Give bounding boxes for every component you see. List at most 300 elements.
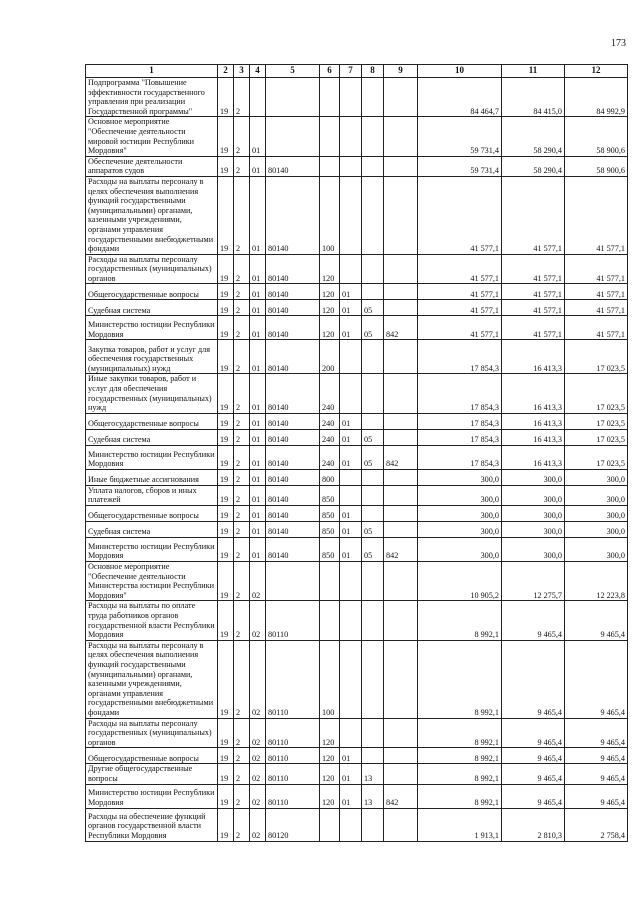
amount-col-10: 41 577,1: [418, 254, 502, 284]
program-code: 19: [218, 485, 234, 505]
activity-code: 01: [250, 485, 266, 505]
column-header-10: 10: [418, 65, 502, 78]
expense-type-code: 120: [320, 284, 340, 300]
row-name: Судебная система: [86, 522, 218, 538]
subsection-code: 05: [362, 316, 384, 340]
column-header-7: 7: [340, 65, 362, 78]
subsection-code: [362, 78, 384, 117]
ministry-code: [384, 284, 418, 300]
row-name: Министерство юстиции Республики Мордовия: [86, 445, 218, 469]
subprogram-code: 2: [234, 562, 250, 601]
amount-col-11: 300,0: [502, 538, 565, 562]
subprogram-code: 2: [234, 300, 250, 316]
subsection-code: 05: [362, 522, 384, 538]
amount-col-10: 300,0: [418, 538, 502, 562]
column-header-9: 9: [384, 65, 418, 78]
subprogram-code: 2: [234, 784, 250, 808]
direction-code: 80140: [266, 300, 320, 316]
amount-col-10: 8 992,1: [418, 601, 502, 640]
subprogram-code: 2: [234, 764, 250, 784]
activity-code: 02: [250, 601, 266, 640]
row-name: Основное мероприятие "Обеспечение деятельности мировой юстиции Республики Мордовия": [86, 117, 218, 156]
activity-code: 01: [250, 176, 266, 254]
subprogram-code: 2: [234, 316, 250, 340]
expense-type-code: [320, 78, 340, 117]
amount-col-10: 17 854,3: [418, 445, 502, 469]
amount-col-12: 9 465,4: [565, 640, 628, 718]
direction-code: 80140: [266, 254, 320, 284]
amount-col-10: 1 913,1: [418, 808, 502, 841]
amount-col-10: 8 992,1: [418, 748, 502, 764]
row-name: Иные бюджетные ассигнования: [86, 469, 218, 485]
row-name: Расходы на выплаты персоналу государственных (муниципальных) органов: [86, 718, 218, 748]
expense-type-code: 120: [320, 316, 340, 340]
ministry-code: [384, 78, 418, 117]
amount-col-11: 9 465,4: [502, 748, 565, 764]
section-code: 01: [340, 429, 362, 445]
subprogram-code: 2: [234, 78, 250, 117]
direction-code: [266, 562, 320, 601]
section-code: 01: [340, 784, 362, 808]
amount-col-10: 300,0: [418, 469, 502, 485]
section-code: [340, 374, 362, 413]
expense-type-code: 120: [320, 764, 340, 784]
row-name: Общегосударственные вопросы: [86, 506, 218, 522]
expense-type-code: 100: [320, 176, 340, 254]
table-row: [86, 78, 628, 117]
subprogram-code: 2: [234, 601, 250, 640]
amount-col-10: 41 577,1: [418, 176, 502, 254]
expense-type-code: 240: [320, 429, 340, 445]
amount-col-12: 9 465,4: [565, 601, 628, 640]
table-row: [86, 640, 628, 718]
expense-type-code: 850: [320, 506, 340, 522]
activity-code: 02: [250, 718, 266, 748]
ministry-code: [384, 748, 418, 764]
amount-col-10: 10 905,2: [418, 562, 502, 601]
amount-col-11: 9 465,4: [502, 640, 565, 718]
expense-type-code: 850: [320, 522, 340, 538]
subsection-code: [362, 156, 384, 176]
row-name: Закупка товаров, работ и услуг для обеспечения государственных (муниципальных) нужд: [86, 340, 218, 374]
row-name: Расходы на обеспечение функций органов государственной власти Республики Мордовия: [86, 808, 218, 841]
amount-col-12: 17 023,5: [565, 374, 628, 413]
amount-col-10: 300,0: [418, 522, 502, 538]
direction-code: 80140: [266, 156, 320, 176]
ministry-code: [384, 808, 418, 841]
table-row: [86, 485, 628, 505]
amount-col-11: 41 577,1: [502, 284, 565, 300]
subprogram-code: 2: [234, 254, 250, 284]
activity-code: 01: [250, 522, 266, 538]
activity-code: [250, 78, 266, 117]
program-code: 19: [218, 469, 234, 485]
expense-type-code: 120: [320, 254, 340, 284]
activity-code: 01: [250, 316, 266, 340]
subprogram-code: 2: [234, 176, 250, 254]
expense-type-code: [320, 562, 340, 601]
subprogram-code: 2: [234, 748, 250, 764]
section-code: [340, 718, 362, 748]
direction-code: 80140: [266, 538, 320, 562]
direction-code: 80140: [266, 374, 320, 413]
subsection-code: [362, 485, 384, 505]
amount-col-12: 12 223,8: [565, 562, 628, 601]
expense-type-code: 240: [320, 413, 340, 429]
subsection-code: [362, 601, 384, 640]
table-row: [86, 601, 628, 640]
section-code: [340, 808, 362, 841]
activity-code: 02: [250, 784, 266, 808]
amount-col-10: 59 731,4: [418, 156, 502, 176]
direction-code: 80110: [266, 784, 320, 808]
amount-col-10: 41 577,1: [418, 316, 502, 340]
direction-code: 80140: [266, 445, 320, 469]
table-row: [86, 764, 628, 784]
subprogram-code: 2: [234, 413, 250, 429]
row-name: Расходы на выплаты персоналу государственных (муниципальных) органов: [86, 254, 218, 284]
row-name: Расходы на выплаты персоналу в целях обеспечения выполнения функций государственными (муниципальными) органами, казенными учреждениями, органами управления государственными внебюджетными фондами: [86, 640, 218, 718]
amount-col-10: 17 854,3: [418, 374, 502, 413]
amount-col-11: 41 577,1: [502, 316, 565, 340]
program-code: 19: [218, 601, 234, 640]
program-code: 19: [218, 538, 234, 562]
expense-type-code: [320, 601, 340, 640]
subsection-code: 05: [362, 429, 384, 445]
subsection-code: [362, 718, 384, 748]
subsection-code: [362, 284, 384, 300]
activity-code: 02: [250, 640, 266, 718]
subprogram-code: 2: [234, 117, 250, 156]
program-code: 19: [218, 413, 234, 429]
direction-code: 80140: [266, 506, 320, 522]
table-row: [86, 156, 628, 176]
row-name: Судебная система: [86, 300, 218, 316]
ministry-code: 842: [384, 445, 418, 469]
ministry-code: [384, 640, 418, 718]
program-code: 19: [218, 748, 234, 764]
table-row: [86, 562, 628, 601]
table-body: [86, 78, 628, 842]
subprogram-code: 2: [234, 538, 250, 562]
column-header-1: 1: [86, 65, 218, 78]
direction-code: [266, 117, 320, 156]
program-code: 19: [218, 764, 234, 784]
program-code: 19: [218, 340, 234, 374]
row-name: Расходы на выплаты персоналу в целях обеспечения выполнения функций государственными (муниципальными) органами, казенными учреждениями, органами управления государственными внебюджетными фондами: [86, 176, 218, 254]
subprogram-code: 2: [234, 340, 250, 374]
subprogram-code: 2: [234, 718, 250, 748]
subsection-code: [362, 808, 384, 841]
amount-col-12: 9 465,4: [565, 784, 628, 808]
expense-type-code: 120: [320, 784, 340, 808]
ministry-code: [384, 374, 418, 413]
subsection-code: 05: [362, 538, 384, 562]
activity-code: 02: [250, 764, 266, 784]
subsection-code: 13: [362, 784, 384, 808]
ministry-code: [384, 469, 418, 485]
table-row: [86, 284, 628, 300]
direction-code: 80110: [266, 718, 320, 748]
expense-type-code: 240: [320, 374, 340, 413]
program-code: 19: [218, 284, 234, 300]
ministry-code: [384, 718, 418, 748]
table-row: [86, 522, 628, 538]
row-name: Общегосударственные вопросы: [86, 413, 218, 429]
amount-col-10: 17 854,3: [418, 429, 502, 445]
amount-col-10: 8 992,1: [418, 640, 502, 718]
section-code: 01: [340, 413, 362, 429]
ministry-code: [384, 300, 418, 316]
amount-col-10: 300,0: [418, 485, 502, 505]
subprogram-code: 2: [234, 284, 250, 300]
amount-col-11: 84 415,0: [502, 78, 565, 117]
table-row: [86, 469, 628, 485]
ministry-code: 842: [384, 316, 418, 340]
program-code: 19: [218, 640, 234, 718]
expense-type-code: 800: [320, 469, 340, 485]
program-code: 19: [218, 522, 234, 538]
program-code: 19: [218, 784, 234, 808]
amount-col-11: 41 577,1: [502, 176, 565, 254]
amount-col-12: 17 023,5: [565, 429, 628, 445]
subprogram-code: 2: [234, 374, 250, 413]
amount-col-11: 300,0: [502, 469, 565, 485]
amount-col-11: 16 413,3: [502, 445, 565, 469]
table-row: [86, 429, 628, 445]
table-row: [86, 808, 628, 841]
amount-col-12: 17 023,5: [565, 413, 628, 429]
table-row: [86, 176, 628, 254]
expense-type-code: 200: [320, 340, 340, 374]
direction-code: 80140: [266, 469, 320, 485]
ministry-code: [384, 522, 418, 538]
amount-col-11: 9 465,4: [502, 764, 565, 784]
amount-col-12: 41 577,1: [565, 316, 628, 340]
expense-type-code: 120: [320, 300, 340, 316]
amount-col-11: 9 465,4: [502, 718, 565, 748]
page-number: 173: [611, 38, 626, 49]
amount-col-12: 41 577,1: [565, 176, 628, 254]
section-code: 01: [340, 284, 362, 300]
ministry-code: 842: [384, 538, 418, 562]
table-row: [86, 784, 628, 808]
program-code: 19: [218, 156, 234, 176]
program-code: 19: [218, 78, 234, 117]
expense-type-code: 120: [320, 748, 340, 764]
amount-col-12: 41 577,1: [565, 254, 628, 284]
expense-type-code: [320, 156, 340, 176]
program-code: 19: [218, 316, 234, 340]
subsection-code: [362, 413, 384, 429]
column-header-6: 6: [320, 65, 340, 78]
expense-type-code: 120: [320, 718, 340, 748]
expense-type-code: 100: [320, 640, 340, 718]
activity-code: 01: [250, 413, 266, 429]
section-code: 01: [340, 522, 362, 538]
section-code: [340, 562, 362, 601]
column-header-2: 2: [218, 65, 234, 78]
subsection-code: [362, 374, 384, 413]
amount-col-12: 41 577,1: [565, 300, 628, 316]
amount-col-11: 300,0: [502, 522, 565, 538]
program-code: 19: [218, 562, 234, 601]
amount-col-12: 300,0: [565, 469, 628, 485]
table-row: [86, 748, 628, 764]
section-code: 01: [340, 764, 362, 784]
table-row: [86, 718, 628, 748]
direction-code: 80140: [266, 522, 320, 538]
subprogram-code: 2: [234, 469, 250, 485]
section-code: [340, 254, 362, 284]
amount-col-10: 17 854,3: [418, 413, 502, 429]
amount-col-11: 58 290,4: [502, 117, 565, 156]
section-code: [340, 469, 362, 485]
row-name: Расходы на выплаты по оплате труда работников органов государственной власти Республики Мордовия: [86, 601, 218, 640]
direction-code: 80140: [266, 413, 320, 429]
ministry-code: [384, 562, 418, 601]
activity-code: 01: [250, 156, 266, 176]
expense-type-code: [320, 117, 340, 156]
amount-col-11: 41 577,1: [502, 254, 565, 284]
column-header-8: 8: [362, 65, 384, 78]
section-code: 01: [340, 445, 362, 469]
row-name: Министерство юстиции Республики Мордовия: [86, 316, 218, 340]
amount-col-10: 300,0: [418, 506, 502, 522]
ministry-code: [384, 601, 418, 640]
amount-col-12: 300,0: [565, 522, 628, 538]
amount-col-12: 84 992,9: [565, 78, 628, 117]
program-code: 19: [218, 506, 234, 522]
activity-code: 01: [250, 254, 266, 284]
program-code: 19: [218, 176, 234, 254]
amount-col-12: 58 900,6: [565, 117, 628, 156]
section-code: [340, 601, 362, 640]
activity-code: 01: [250, 300, 266, 316]
activity-code: 01: [250, 538, 266, 562]
expense-type-code: 850: [320, 485, 340, 505]
ministry-code: [384, 485, 418, 505]
amount-col-10: 8 992,1: [418, 764, 502, 784]
direction-code: 80110: [266, 640, 320, 718]
subsection-code: [362, 254, 384, 284]
subsection-code: [362, 506, 384, 522]
program-code: 19: [218, 808, 234, 841]
amount-col-10: 41 577,1: [418, 300, 502, 316]
ministry-code: [384, 340, 418, 374]
amount-col-12: 2 758,4: [565, 808, 628, 841]
section-code: [340, 640, 362, 718]
table-row: [86, 538, 628, 562]
amount-col-12: 41 577,1: [565, 284, 628, 300]
section-code: [340, 485, 362, 505]
row-name: Общегосударственные вопросы: [86, 284, 218, 300]
amount-col-10: 84 464,7: [418, 78, 502, 117]
direction-code: 80140: [266, 429, 320, 445]
subprogram-code: 2: [234, 445, 250, 469]
amount-col-11: 9 465,4: [502, 784, 565, 808]
row-name: Обеспечение деятельности аппаратов судов: [86, 156, 218, 176]
subsection-code: [362, 176, 384, 254]
budget-table: [85, 64, 628, 842]
section-code: 01: [340, 300, 362, 316]
section-code: 01: [340, 506, 362, 522]
table-row: [86, 300, 628, 316]
column-header-11: 11: [502, 65, 565, 78]
program-code: 19: [218, 429, 234, 445]
amount-col-12: 9 465,4: [565, 764, 628, 784]
row-name: Министерство юстиции Республики Мордовия: [86, 784, 218, 808]
ministry-code: [384, 413, 418, 429]
activity-code: 01: [250, 284, 266, 300]
subsection-code: [362, 469, 384, 485]
program-code: 19: [218, 117, 234, 156]
row-name: Общегосударственные вопросы: [86, 748, 218, 764]
amount-col-10: 59 731,4: [418, 117, 502, 156]
expense-type-code: 240: [320, 445, 340, 469]
activity-code: 01: [250, 117, 266, 156]
row-name: Министерство юстиции Республики Мордовия: [86, 538, 218, 562]
direction-code: 80120: [266, 808, 320, 841]
amount-col-12: 300,0: [565, 538, 628, 562]
subsection-code: [362, 640, 384, 718]
expense-type-code: 850: [320, 538, 340, 562]
amount-col-11: 41 577,1: [502, 300, 565, 316]
subprogram-code: 2: [234, 640, 250, 718]
section-code: [340, 340, 362, 374]
direction-code: [266, 78, 320, 117]
subprogram-code: 2: [234, 506, 250, 522]
column-header-12: 12: [565, 65, 628, 78]
program-code: 19: [218, 254, 234, 284]
subprogram-code: 2: [234, 156, 250, 176]
amount-col-11: 16 413,3: [502, 374, 565, 413]
column-header-4: 4: [250, 65, 266, 78]
subsection-code: 05: [362, 300, 384, 316]
table-row: [86, 413, 628, 429]
amount-col-10: 17 854,3: [418, 340, 502, 374]
section-code: [340, 78, 362, 117]
amount-col-12: 300,0: [565, 485, 628, 505]
subsection-code: [362, 562, 384, 601]
activity-code: 01: [250, 374, 266, 413]
table-row: [86, 254, 628, 284]
row-name: Основное мероприятие "Обеспечение деятельности Министерства юстиции Республики Мордовия": [86, 562, 218, 601]
ministry-code: [384, 254, 418, 284]
table-row: [86, 445, 628, 469]
row-name: Подпрограмма "Повышение эффективности государственного управления при реализации Государственной программы": [86, 78, 218, 117]
row-name: Иные закупки товаров, работ и услуг для обеспечения государственных (муниципальных) нужд: [86, 374, 218, 413]
ministry-code: [384, 176, 418, 254]
direction-code: 80110: [266, 764, 320, 784]
amount-col-12: 9 465,4: [565, 748, 628, 764]
table-row: [86, 340, 628, 374]
activity-code: 02: [250, 808, 266, 841]
subsection-code: [362, 748, 384, 764]
amount-col-11: 2 810,3: [502, 808, 565, 841]
header-row: [86, 65, 628, 78]
direction-code: 80140: [266, 340, 320, 374]
direction-code: 80140: [266, 284, 320, 300]
activity-code: 01: [250, 340, 266, 374]
amount-col-10: 8 992,1: [418, 784, 502, 808]
ministry-code: [384, 156, 418, 176]
direction-code: 80140: [266, 316, 320, 340]
subsection-code: [362, 340, 384, 374]
amount-col-11: 58 290,4: [502, 156, 565, 176]
subprogram-code: 2: [234, 429, 250, 445]
amount-col-10: 8 992,1: [418, 718, 502, 748]
